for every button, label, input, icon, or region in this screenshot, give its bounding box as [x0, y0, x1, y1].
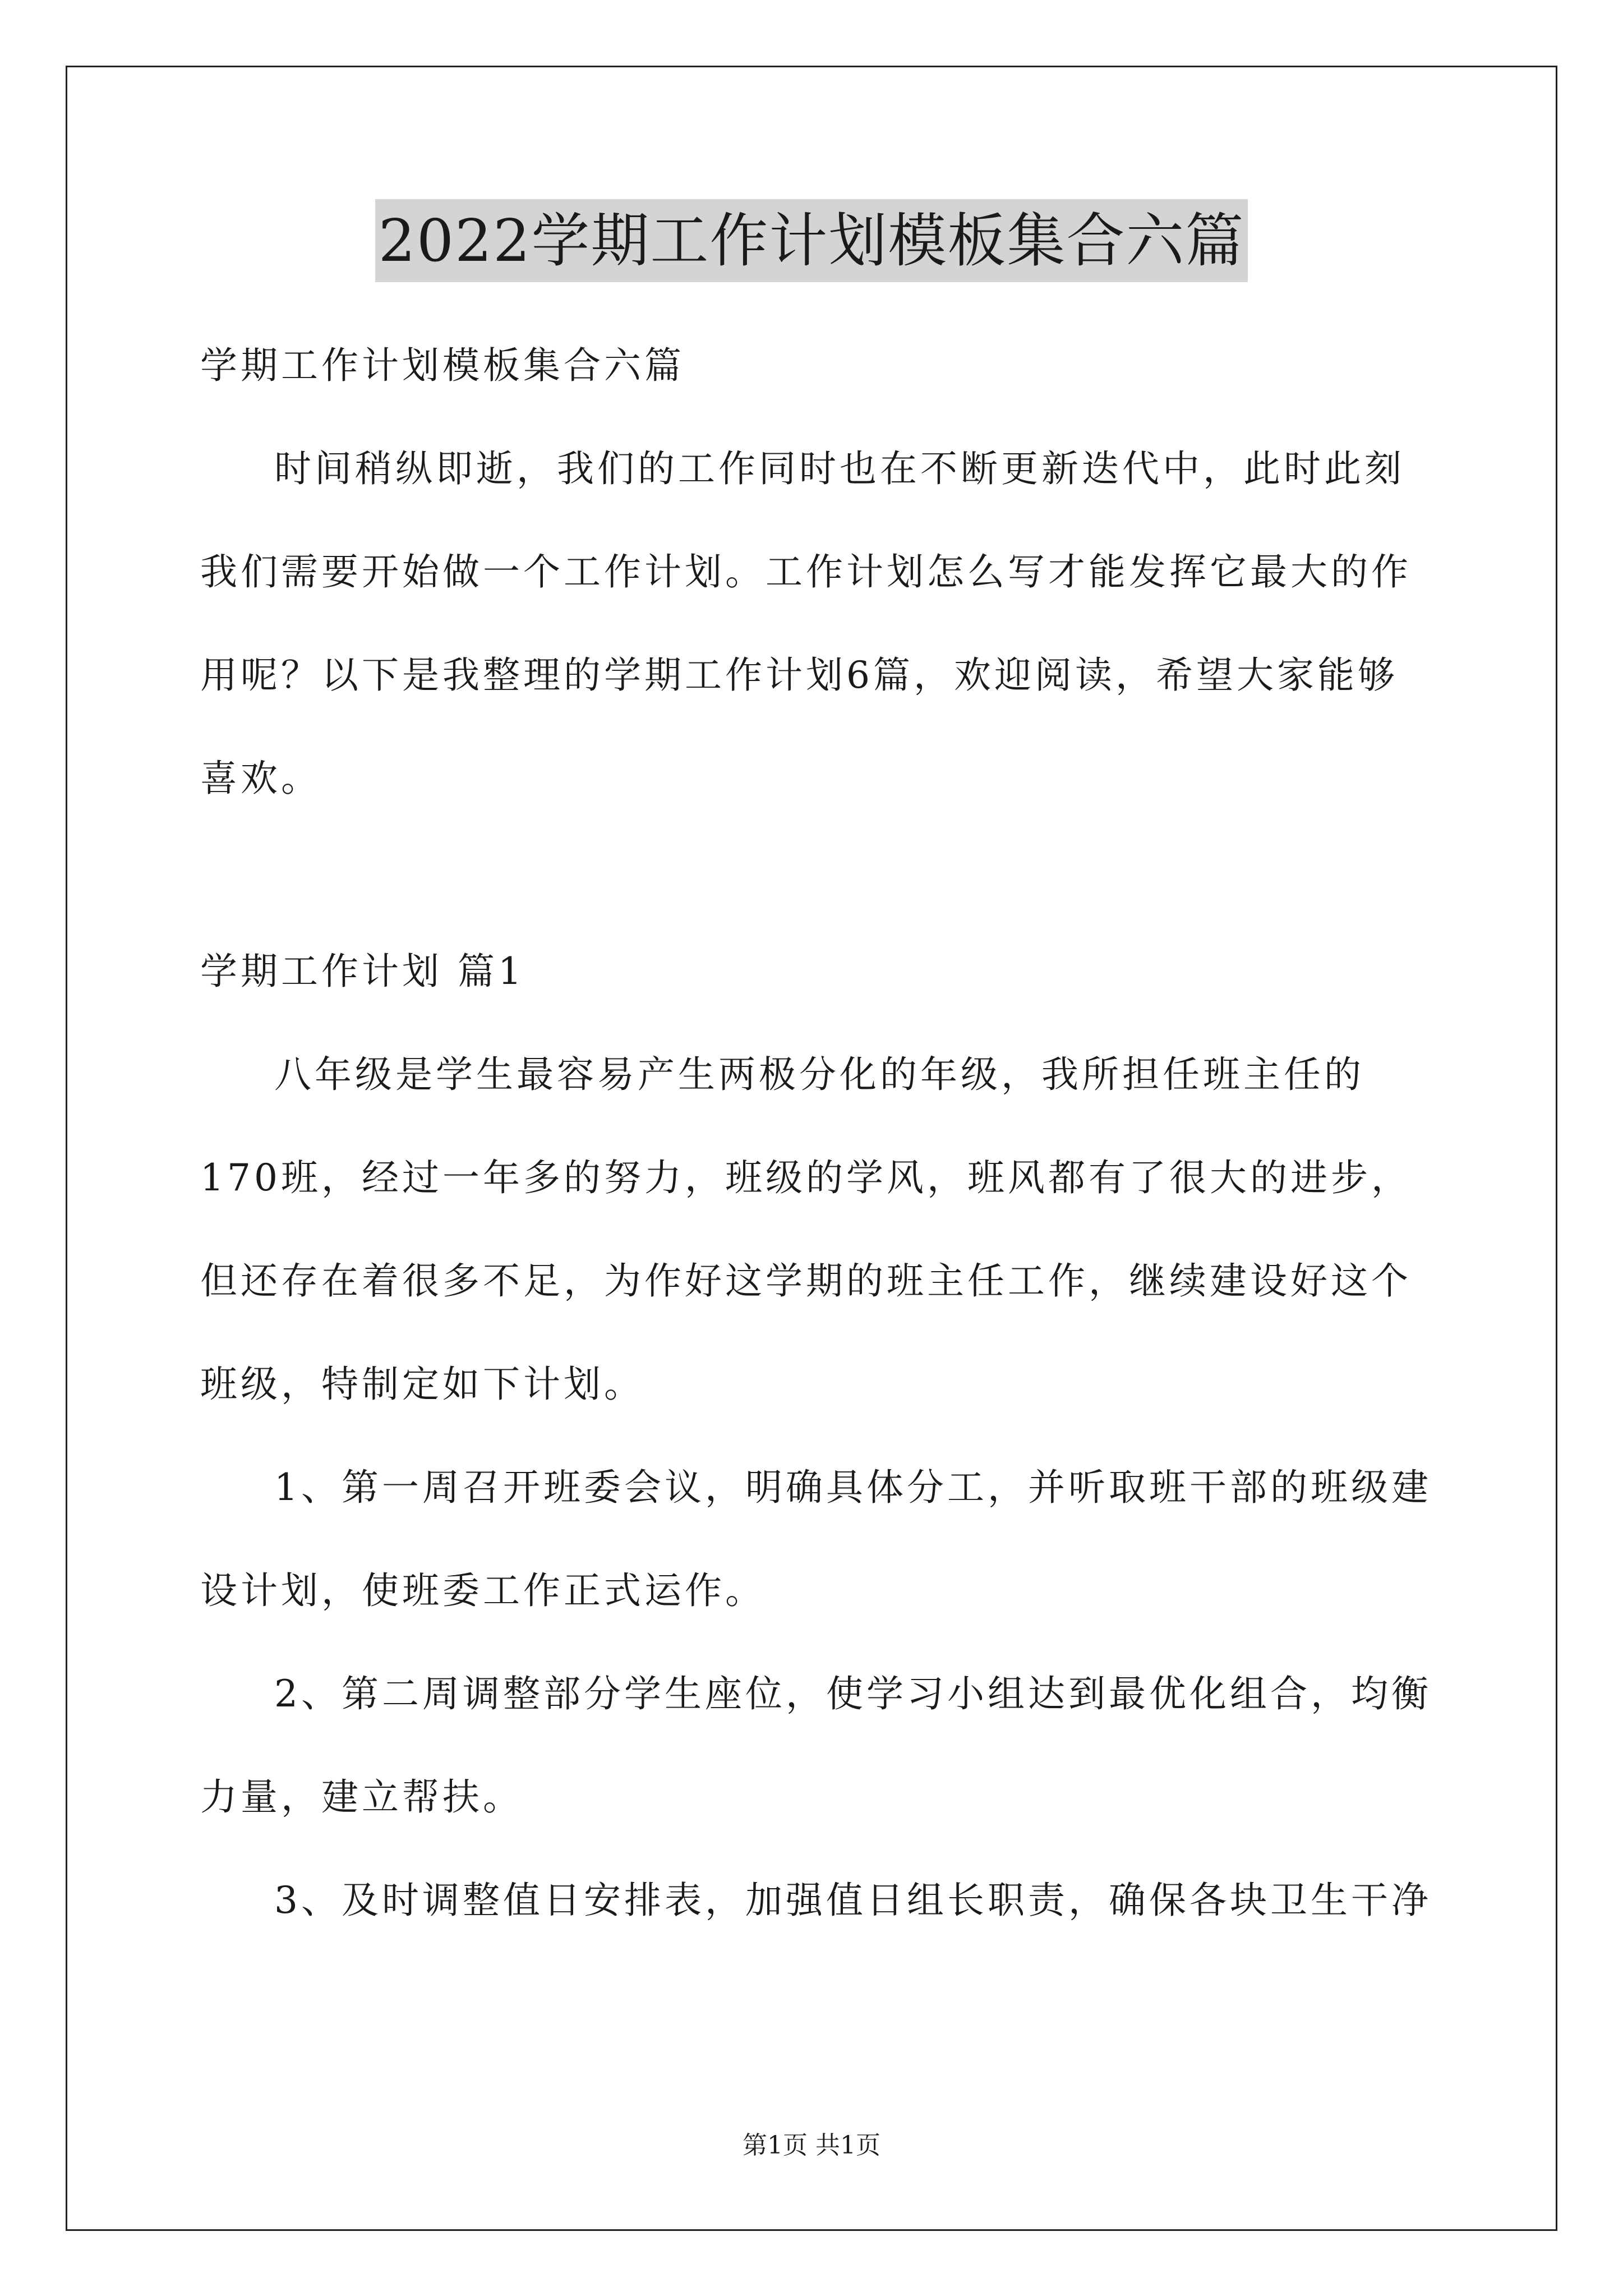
- list-item-line: 1、第一周召开班委会议，明确具体分工，并听取班干部的班级建: [274, 1466, 1432, 1509]
- section-line: 但还存在着很多不足，为作好这学期的班主任工作，继续建设好这个: [200, 1259, 1412, 1303]
- document-body: [200, 314, 1434, 1952]
- list-item-line: 3、及时调整值日安排表，加强值日组长职责，确保各块卫生干净: [274, 1879, 1432, 1922]
- section-line: 班级，特制定如下计划。: [200, 1363, 644, 1406]
- list-item-line: 2、第二周调整部分学生座位，使学习小组达到最优化组合，均衡: [274, 1672, 1432, 1715]
- section-line: 八年级是学生最容易产生两极分化的年级，我所担任班主任的: [274, 1053, 1364, 1096]
- page-footer: 第1页 共1页: [743, 2131, 880, 2160]
- list-item-line: 设计划，使班委工作正式运作。: [200, 1569, 766, 1612]
- subtitle: 学期工作计划模板集合六篇: [200, 344, 685, 387]
- list-item-line: 力量，建立帮扶。: [200, 1775, 523, 1819]
- document-title: 2022学期工作计划模板集合六篇: [375, 199, 1248, 282]
- intro-line: 我们需要开始做一个工作计划。工作计划怎么写才能发挥它最大的作: [200, 550, 1412, 593]
- intro-line: 用呢？以下是我整理的学期工作计划6篇，欢迎阅读，希望大家能够: [200, 654, 1398, 697]
- intro-line: 时间稍纵即逝，我们的工作同时也在不断更新迭代中，此时此刻: [274, 447, 1405, 490]
- section-heading: 学期工作计划 篇1: [200, 950, 525, 993]
- intro-line: 喜欢。: [200, 757, 321, 800]
- spacer: [200, 830, 1434, 920]
- section-line: 170班，经过一年多的努力，班级的学风，班风都有了很大的进步，: [200, 1156, 1412, 1199]
- title-container: [0, 199, 1623, 282]
